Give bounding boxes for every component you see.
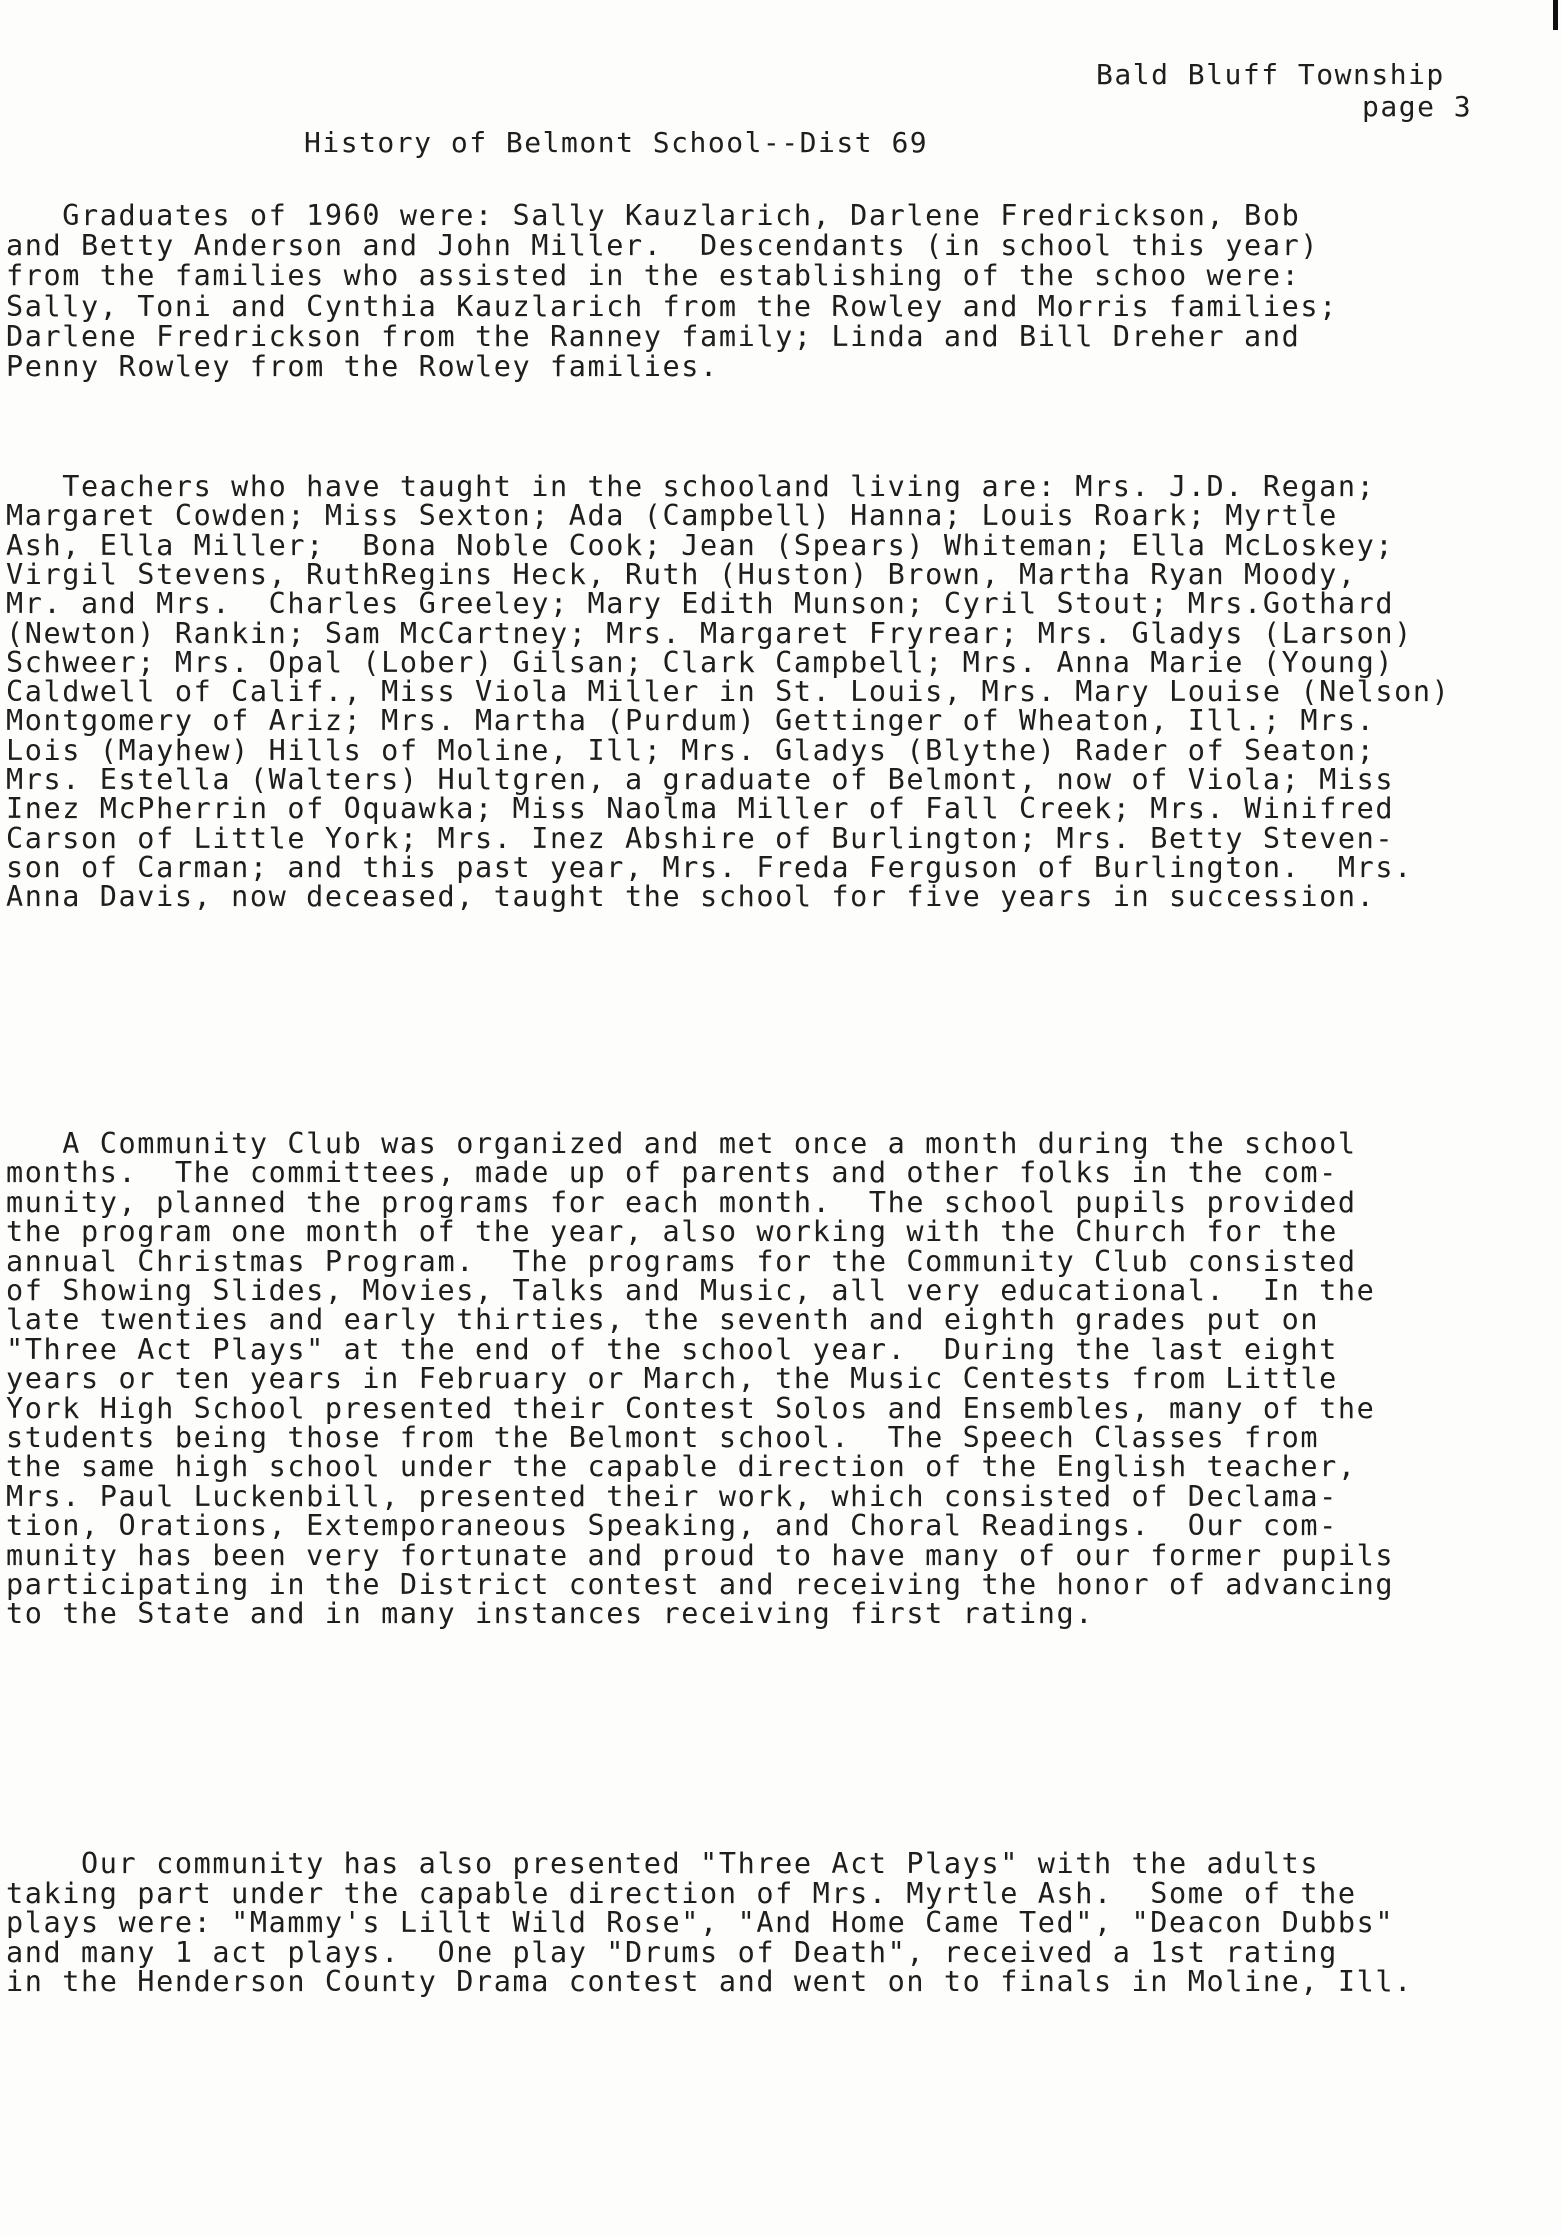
text-line: the program one month of the year, also working with the Church for the	[6, 1215, 1338, 1249]
text-line: months. The committees, made up of parents and other folks in the com-	[6, 1156, 1338, 1190]
text-line: munity, planned the programs for each month. The school pupils provided	[6, 1185, 1357, 1219]
text-line: annual Christmas Program. The programs for the Community Club consisted	[6, 1244, 1357, 1278]
text-line: the same high school under the capable direction of the English teacher,	[6, 1450, 1357, 1484]
text-line: Sally, Toni and Cynthia Kauzlarich from the Rowley and Morris families;	[6, 289, 1338, 323]
text-line: Virgil Stevens, RuthRegins Heck, Ruth (Huston) Brown, Martha Ryan Moody,	[6, 557, 1357, 591]
text-line: plays were: "Mammy's Lillt Wild Rose", "And Home Came Ted", "Deacon Dubbs"	[6, 1906, 1395, 1940]
text-line: Montgomery of Ariz; Mrs. Martha (Purdum) Gettinger of Wheaton, Ill.; Mrs.	[6, 704, 1376, 738]
text-line: "Three Act Plays" at the end of the school year. During the last eight	[6, 1332, 1338, 1366]
text-line: (Newton) Rankin; Sam McCartney; Mrs. Margaret Fryrear; Mrs. Gladys (Larson)	[6, 616, 1413, 650]
text-line: munity has been very fortunate and proud to have many of our former pupils	[6, 1538, 1395, 1572]
page-number: page 3	[1362, 90, 1473, 123]
text-line: Penny Rowley from the Rowley families.	[6, 350, 719, 383]
text-line: Lois (Mayhew) Hills of Moline, Ill; Mrs. Gladys (Blythe) Rader of Seaton;	[6, 733, 1376, 767]
text-line: taking part under the capable direction of Mrs. Myrtle Ash. Some of the	[6, 1876, 1357, 1910]
text-line: late twenties and early thirties, the seventh and eighth grades put on	[6, 1303, 1320, 1337]
text-line: Margaret Cowden; Miss Sexton; Ada (Campbell) Hanna; Louis Roark; Myrtle	[6, 499, 1338, 533]
township-heading: Bald Bluff Township	[1096, 58, 1445, 91]
text-line: son of Carman; and this past year, Mrs. Freda Ferguson of Burlington. Mrs.	[6, 850, 1413, 884]
text-line: years or ten years in February or March, the Music Centests from Little	[6, 1362, 1338, 1396]
text-line: Carson of Little York; Mrs. Inez Abshire of Burlington; Mrs. Betty Steven-	[6, 821, 1395, 855]
text-line: Caldwell of Calif., Miss Viola Miller in St. Louis, Mrs. Mary Louise (Nelson)	[6, 675, 1451, 709]
text-line: Teachers who have taught in the schooland living are: Mrs. J.D. Regan;	[6, 470, 1376, 503]
text-line: Graduates of 1960 were: Sally Kauzlarich, Darlene Fredrickson, Bob	[6, 199, 1301, 232]
text-line: Mrs. Paul Luckenbill, presented their work, which consisted of Declama-	[6, 1479, 1338, 1513]
text-line: participating in the District contest and receiving the honor of advancing	[6, 1568, 1395, 1601]
text-line: in the Henderson County Drama contest and went on to finals in Moline, Ill.	[6, 1965, 1413, 1999]
document-title: History of Belmont School--Dist 69	[304, 126, 929, 159]
text-line: Darlene Fredrickson from the Ranney family; Linda and Bill Dreher and	[6, 319, 1301, 353]
text-line: tion, Orations, Extemporaneous Speaking, and Choral Readings. Our com-	[6, 1509, 1338, 1543]
text-line: to the State and in many instances receiving first rating.	[6, 1597, 1094, 1631]
text-line: and many 1 act plays. One play "Drums of Death", received a 1st rating	[6, 1935, 1338, 1969]
text-line: and Betty Anderson and John Miller. Descendants (in school this year)	[6, 229, 1320, 263]
text-line: Ash, Ella Miller; Bona Noble Cook; Jean (Spears) Whiteman; Ella McLoskey;	[6, 528, 1395, 562]
text-line: York High School presented their Contest Solos and Ensembles, many of the	[6, 1391, 1376, 1425]
text-line: Inez McPherrin of Oquawka; Miss Naolma Miller of Fall Creek; Mrs. Winifred	[6, 792, 1395, 826]
text-line: Mr. and Mrs. Charles Greeley; Mary Edith Munson; Cyril Stout; Mrs.Gothard	[6, 587, 1395, 621]
text-line: students being those from the Belmont school. The Speech Classes from	[6, 1421, 1320, 1454]
text-line: of Showing Slides, Movies, Talks and Music, all very educational. In the	[6, 1274, 1376, 1307]
text-line: Anna Davis, now deceased, taught the school for five years in succession.	[6, 880, 1376, 914]
text-line: A Community Club was organized and met once a month during the school	[6, 1127, 1357, 1160]
text-line: Mrs. Estella (Walters) Hultgren, a graduate of Belmont, now of Viola; Miss	[6, 763, 1395, 796]
text-line: Our community has also presented "Three Act Plays" with the adults	[6, 1847, 1320, 1880]
text-line: from the families who assisted in the establishing of the schoo were:	[6, 259, 1301, 293]
scan-edge-mark	[1553, 0, 1558, 30]
text-line: Schweer; Mrs. Opal (Lober) Gilsan; Clark Campbell; Mrs. Anna Marie (Young)	[6, 645, 1395, 679]
